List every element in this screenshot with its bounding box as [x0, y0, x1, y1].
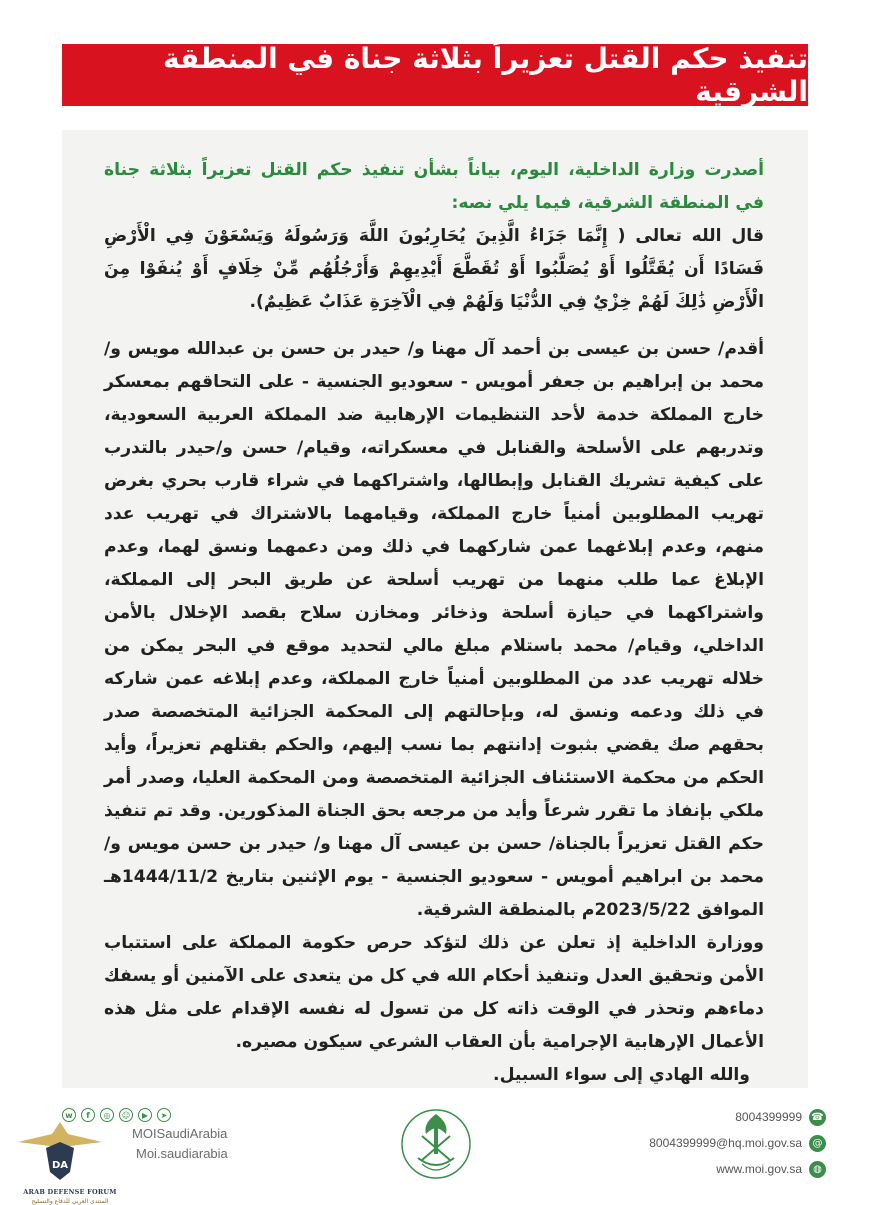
page-title: تنفيذ حكم القتل تعزيراً بثلاثة جناة في المنطقة الشرقية — [162, 42, 808, 108]
quran-verse: قال الله تعالى ( إِنَّمَا جَزَاءُ الَّذِينَ يُحَارِبُونَ اللَّهَ وَرَسُولَهُ وَيَسْعَوْنَ فِي الْأَرْضِ فَسَادًا أَن يُقَتَّلُوا أَوْ يُصَلَّبُوا أَوْ تُقَطَّعَ أَيْدِيهِمْ وَأَرْجُلُهُم مِّنْ خِلَافٍ أَوْ يُنفَوْا مِنَ الْأَرْضِ ذَٰلِكَ لَهُمْ خِزْيٌ فِي الدُّنْيَا وَلَهُمْ فِي الْآخِرَةِ عَذَابٌ عَظِيمٌ). — [104, 226, 764, 312]
emblem-icon — [398, 1098, 474, 1188]
page-title-banner — [62, 44, 808, 106]
svg-text:DA: DA — [51, 1160, 69, 1171]
whatsapp-icon[interactable]: w — [62, 1108, 76, 1122]
email-address[interactable]: 8004399999@hq.moi.gov.sa — [649, 1136, 802, 1150]
intro-lead: أصدرت وزارة الداخلية، اليوم، بياناً بشأن تنفيذ حكم القتل تعزيراً بثلاثة جناة في المنطقة الشرقية، فيما يلي نصه: — [104, 160, 764, 213]
statement-body: أقدم/ حسن بن عيسى بن أحمد آل مهنا و/ حيدر بن حسن بن عبدالله مويس و/ محمد بن إبراهيم بن جعفر أمويس - سعوديو الجنسية - على التحاقهم بمعسكر خارج المملكة خدمة لأحد التنظيمات الإرهابية ضد المملكة العربية السعودية، وتدربهم على الأسلحة والقنابل في معسكراته، وقيام/ حسن و/حيدر بالتدرب على كيفية تشريك القنابل وإبطالها، واشتراكهما في شراء قارب بحري بغرض تهريب المطلوبين أمنياً خارج المملكة، وقيامهما بالاشتراك في تهريب عدد منهم، وعدم إبلاغهما عمن شاركهما في ذلك ومن دعمهما ونسق لهما، وعدم الإبلاغ عما طلب منهما من تهريب أسلحة عن طريق البحر إلى المملكة، واشتراكهما في حيازة أسلحة وذخائر ومخازن سلاح بقصد الإخلال بالأمن الداخلي، وقيام/ محمد باستلام مبلغ مالي لتحديد موقع في البحر يمكن من خلاله تهريب عدد من المطلوبين أمنياً خارج المملكة، وعدم إبلاغه عمن شاركه في ذلك ودعمه ونسق له، وبإحالتهم إلى المحكمة الجزائية المتخصصة صدر بحقهم صك يقضي بثبوت إدانتهم بما نسب إليهم، والحكم بقتلهم تعزيراً، وأيد الحكم من محكمة الاستئناف الجزائية المتخصصة ومن المحكمة العليا، وصدر أمر ملكي بإنفاذ ما تقرر شرعاً وأيد من مرجعه بحق الجناة المذكورين. وقد تم تنفيذ حكم القتل تعزيراً بالجناة/ حسن بن عيسى آل مهنا و/ حيدر بن حسن مويس و/ محمد بن ابراهيم أمويس - سعوديو الجنسية - يوم الإثنين بتاريخ 1444/11/2هـ الموافق 2023/5/22م بالمنطقة الشرقية. — [104, 339, 764, 920]
contact-website[interactable] — [526, 1156, 826, 1182]
paragraph-gap — [104, 319, 764, 333]
statement-closing: ووزارة الداخلية إذ تعلن عن ذلك لتؤكد حرص حكومة المملكة على استتباب الأمن وتحقيق العدل وتنفيذ أحكام الله في كل من يتعدى على الآمنين أو يسفك دماءهم وتحذر في الوقت ذاته كل من تسول له نفسه الإقدام على مثل هذه الأعمال الإرهابية الإجرامية بأن العقاب الشرعي سيكون مصيره. — [104, 933, 764, 1052]
social-block — [62, 1106, 302, 1164]
contact-email[interactable] — [526, 1130, 826, 1156]
social-handle-secondary[interactable]: Moi.saudiarabia — [136, 1146, 228, 1161]
forum-subtitle: المنتدى العربي للدفاع والتسليح — [31, 1198, 109, 1205]
statement-panel — [62, 130, 808, 1088]
youtube-icon[interactable]: ▶ — [138, 1108, 152, 1122]
social-handle-primary[interactable]: MOISaudiArabia — [132, 1126, 228, 1141]
phone-icon: ☎ — [809, 1109, 826, 1126]
forum-name: ARAB DEFENSE FORUM — [23, 1188, 117, 1196]
instagram-icon[interactable]: ◎ — [100, 1108, 114, 1122]
social-icons — [62, 1106, 302, 1124]
email-icon: @ — [809, 1135, 826, 1152]
website-url[interactable]: www.moi.gov.sa — [716, 1162, 802, 1176]
phone-number[interactable]: 8004399999 — [735, 1110, 802, 1124]
web-icon: ◍ — [809, 1161, 826, 1178]
intro-paragraph — [104, 154, 764, 220]
snapchat-icon[interactable]: ☺ — [119, 1108, 133, 1122]
telegram-icon[interactable]: ➤ — [157, 1108, 171, 1122]
contact-block — [526, 1104, 826, 1182]
ministry-emblem — [398, 1098, 474, 1188]
contact-phone[interactable] — [526, 1104, 826, 1130]
facebook-icon[interactable]: f — [81, 1108, 95, 1122]
statement-signoff: والله الهادي إلى سواء السبيل. — [493, 1065, 750, 1085]
footer — [0, 1098, 870, 1205]
